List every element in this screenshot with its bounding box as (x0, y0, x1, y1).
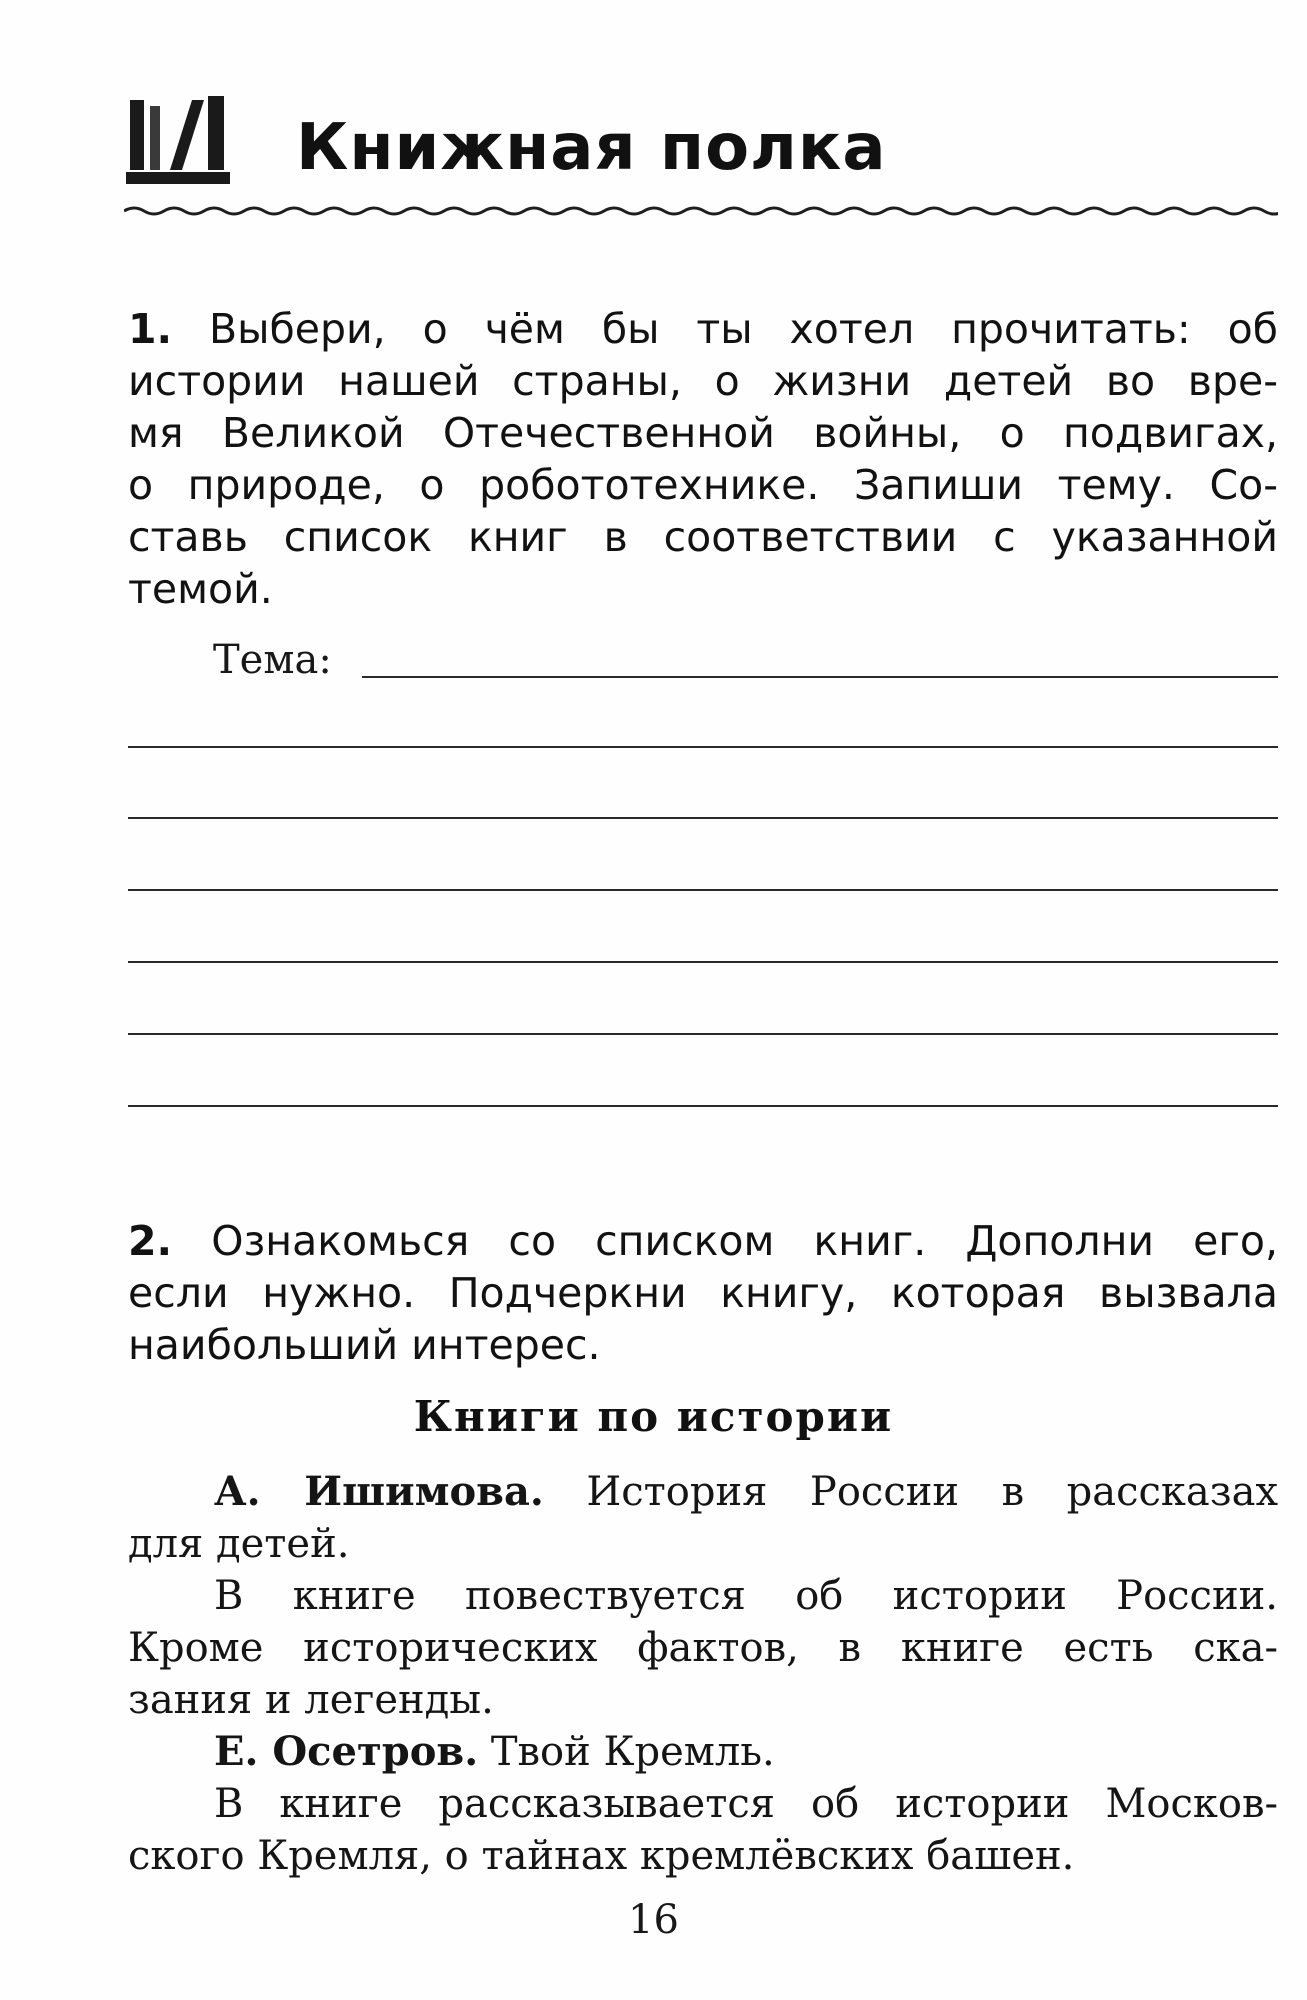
answer-line[interactable] (128, 1105, 1278, 1107)
task-1-number: 1. (128, 305, 173, 353)
task-2-line: 2. Ознакомься со списком книг. Дополни его, (128, 1217, 1278, 1265)
task-2-line: если нужно. Подчеркни книгу, которая вызвала (128, 1269, 1278, 1317)
task-1-line: мя Великой Отечественной войны, о подвигах, (128, 409, 1278, 457)
book-entry-title: для детей. (128, 1521, 350, 1567)
task-1-line: темой. (128, 565, 273, 613)
task-2-number: 2. (128, 1217, 173, 1265)
task-2-line: наибольший интерес. (128, 1321, 601, 1369)
book-author: Е. Осетров. (214, 1728, 479, 1775)
book-spine-3 (170, 100, 204, 170)
answer-line[interactable] (128, 889, 1278, 891)
book-entry-title: А. Ишимова. История России в рассказах (214, 1468, 1278, 1515)
book-description: ского Кремля, о тайнах кремлёвских башен. (128, 1833, 1075, 1879)
book-description: В книге повествуется об истории России. (214, 1573, 1278, 1619)
task-1-line: 1. Выбери, о чём бы ты хотел прочитать: об (128, 305, 1278, 353)
task-1-line: о природе, о робототехнике. Запиши тему. Со- (128, 461, 1278, 509)
task-1-line: истории нашей страны, о жизни детей во вре- (128, 357, 1278, 405)
book-description: В книге рассказывается об истории Москов- (214, 1781, 1278, 1827)
page-title: Книжная полка (296, 111, 887, 185)
book-spine-1 (130, 100, 144, 170)
book-spine-2 (150, 106, 160, 170)
section-heading: Книги по истории (413, 1392, 894, 1441)
task-2 (128, 1215, 1278, 1371)
answer-line[interactable] (128, 746, 1278, 748)
book-list (128, 1466, 1278, 1882)
page-number: 16 (628, 1897, 679, 1943)
answer-line[interactable] (128, 1033, 1278, 1035)
book-spine-4 (208, 96, 224, 170)
shelf-board (126, 172, 230, 184)
book-description: Кроме исторических фактов, в книге есть ска- (128, 1625, 1278, 1671)
bookshelf-icon (126, 92, 230, 188)
theme-answer-line[interactable] (362, 676, 1278, 678)
answer-line[interactable] (128, 817, 1278, 819)
wavy-divider (124, 196, 1278, 226)
book-author: А. Ишимова. (214, 1468, 544, 1515)
answer-line[interactable] (128, 961, 1278, 963)
task-1-line: ставь список книг в соответствии с указанной (128, 513, 1278, 561)
theme-label: Тема: (213, 637, 332, 683)
book-entry-title: Е. Осетров. Твой Кремль. (214, 1728, 775, 1775)
book-description: зания и легенды. (128, 1677, 494, 1723)
task-1 (128, 303, 1278, 615)
